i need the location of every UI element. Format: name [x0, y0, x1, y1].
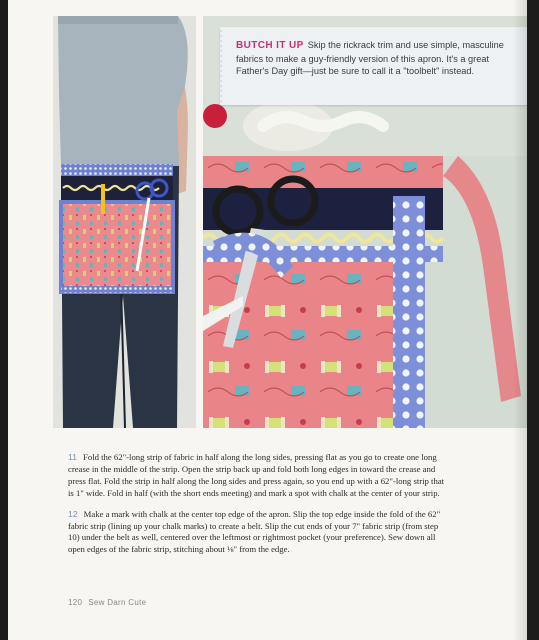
step-text: Make a mark with chalk at the center top edge of the apron. Slip the top edge inside the fold of the 62" fabric strip (lining up your chalk marks) to create a belt. Slip the cut ends of your 7" fabric strip (from step 10) under the belt as well, centered over the leftmost or rightmost pocket (your preference). Sew down all open edges of the fabric strip, stitching about ⅛" from the edge. — [68, 508, 441, 555]
book-title: Sew Darn Cute — [88, 598, 147, 607]
tip-heading: BUTCH IT UP — [236, 40, 304, 51]
apron-worn-photo — [53, 16, 196, 428]
tip-sidebar — [220, 27, 527, 105]
book-page — [8, 0, 527, 640]
step-text: Fold the 62"-long strip of fabric in half along the long sides, pressing flat as you go to create one long crease in the middle of the strip. Open the strip back up and fold both long edges in toward the crease and press flat. Fold the strip in half along the long sides and press again, so you end up with a 62"-long strip that is 1" wide. Fold in half (with the short ends meeting) and mark a spot with chalk at the center of your strip. — [68, 452, 445, 498]
tip-text — [236, 39, 518, 78]
tip-body: Skip the rickrack trim and use simple, masculine fabrics to make a guy-friendly version of this apron. It's a great Father's Day gift—just be sure to call it a "toolbelt" instead. — [236, 40, 504, 77]
step-11 — [68, 452, 448, 500]
step-number: 11 — [68, 452, 78, 462]
page-number: 120 — [68, 598, 83, 607]
step-12 — [68, 509, 448, 557]
instructions — [68, 452, 448, 565]
page-footer — [68, 598, 146, 607]
step-number: 12 — [68, 508, 78, 519]
